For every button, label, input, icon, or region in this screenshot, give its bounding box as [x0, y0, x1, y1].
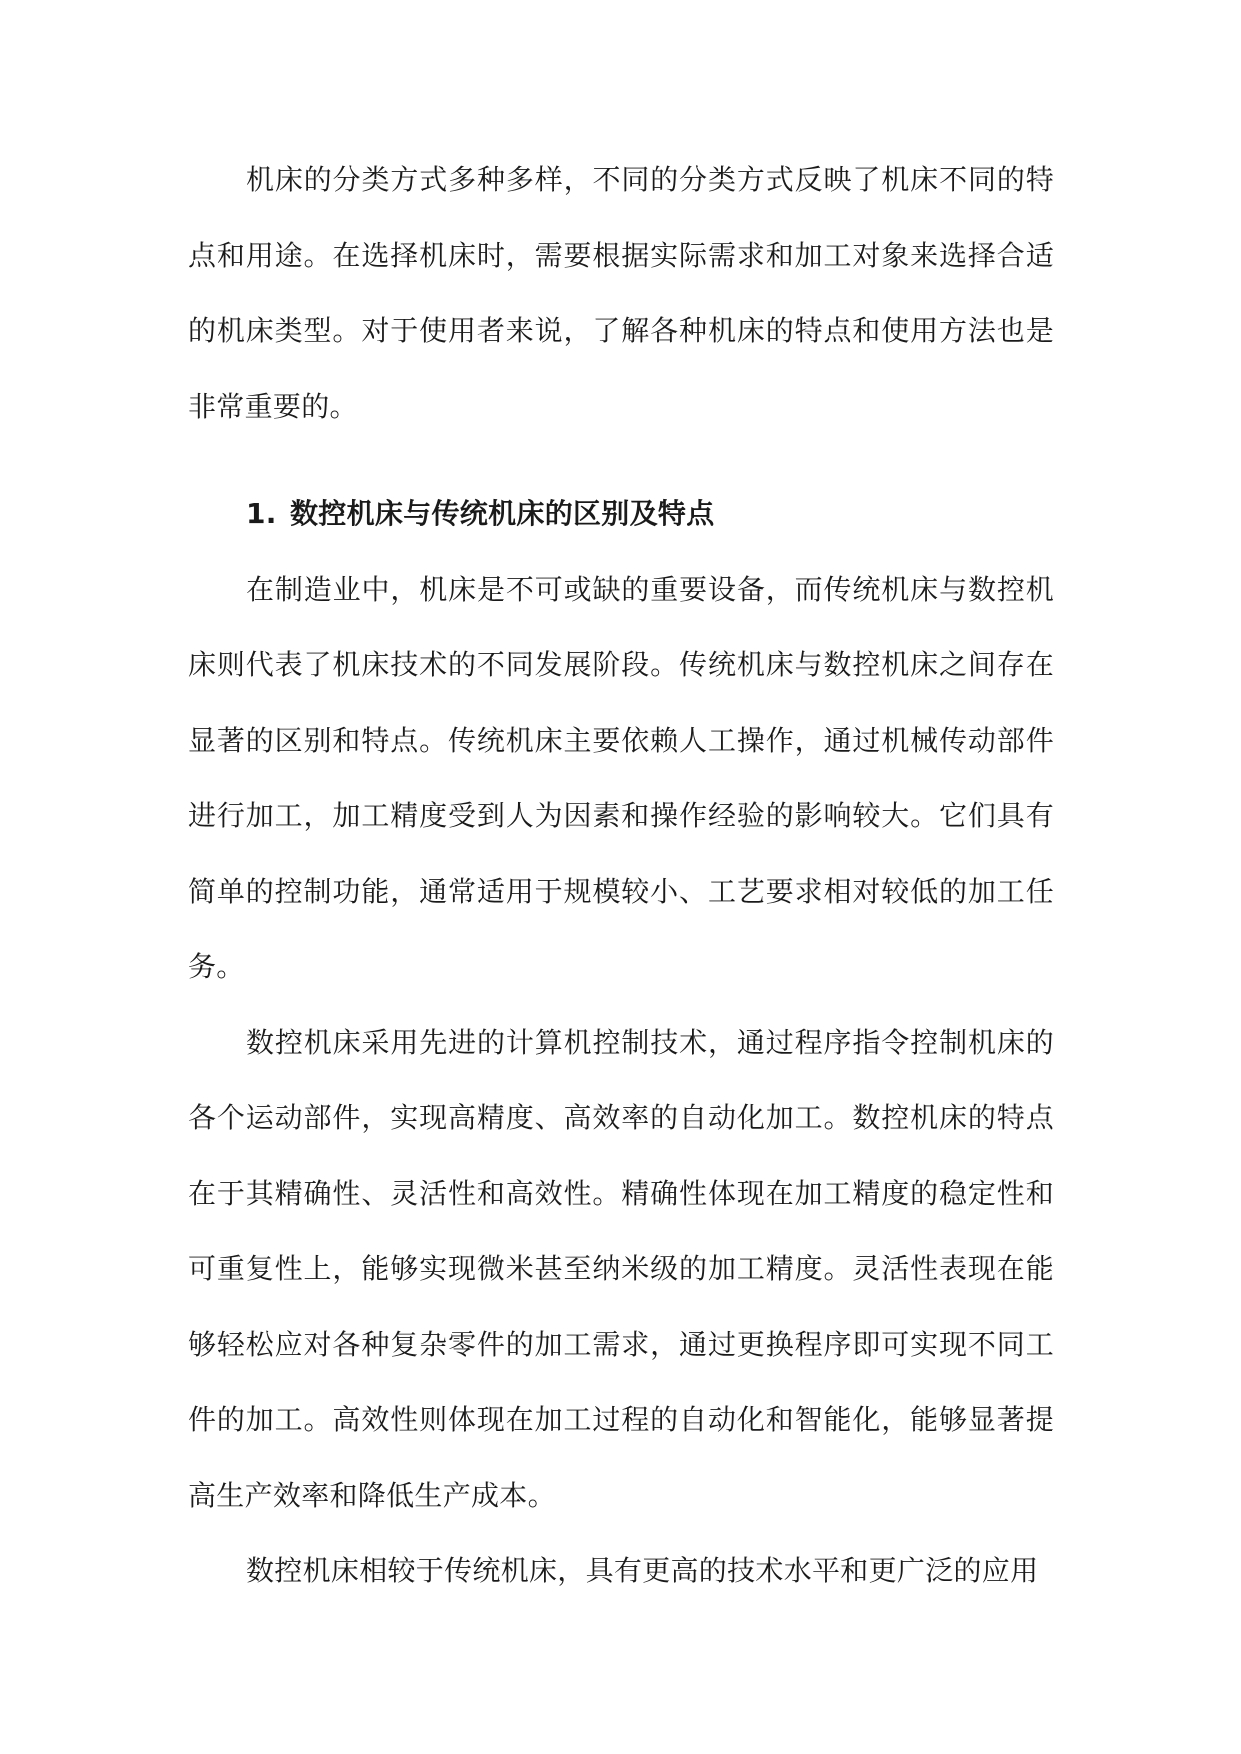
body-paragraph-1: 在制造业中，机床是不可或缺的重要设备，而传统机床与数控机床则代表了机床技术的不同发展阶段。传统机床与数控机床之间存在显著的区别和特点。传统机床主要依赖人工操作，通过机械传动部件进行加工，加工精度受到人为因素和操作经验的影响较大。它们具有简单的控制功能，通常适用于规模较小、工艺要求相对较低的加工任务。: [188, 572, 1054, 983]
body-paragraph-2: 数控机床采用先进的计算机控制技术，通过程序指令控制机床的各个运动部件，实现高精度、高效率的自动化加工。数控机床的特点在于其精确性、灵活性和高效性。精确性体现在加工精度的稳定性和可重复性上，能够实现微米甚至纳米级的加工精度。灵活性表现在能够轻松应对各种复杂零件的加工需求，通过更换程序即可实现不同工件的加工。高效性则体现在加工过程的自动化和智能化，能够显著提高生产效率和降低生产成本。: [188, 1025, 1054, 1512]
section-heading: [188, 476, 1054, 552]
text-column: [188, 142, 1054, 1609]
intro-paragraph: 机床的分类方式多种多样，不同的分类方式反映了机床不同的特点和用途。在选择机床时，需要根据实际需求和加工对象来选择合适的机床类型。对于使用者来说，了解各种机床的特点和使用方法也是非常重要的。: [188, 163, 1054, 423]
section-number: 1.: [246, 497, 277, 530]
section-title: 数控机床与传统机床的区别及特点: [290, 497, 715, 530]
body-paragraph-3: 数控机床相较于传统机床，具有更高的技术水平和更广泛的应用: [246, 1554, 1039, 1587]
